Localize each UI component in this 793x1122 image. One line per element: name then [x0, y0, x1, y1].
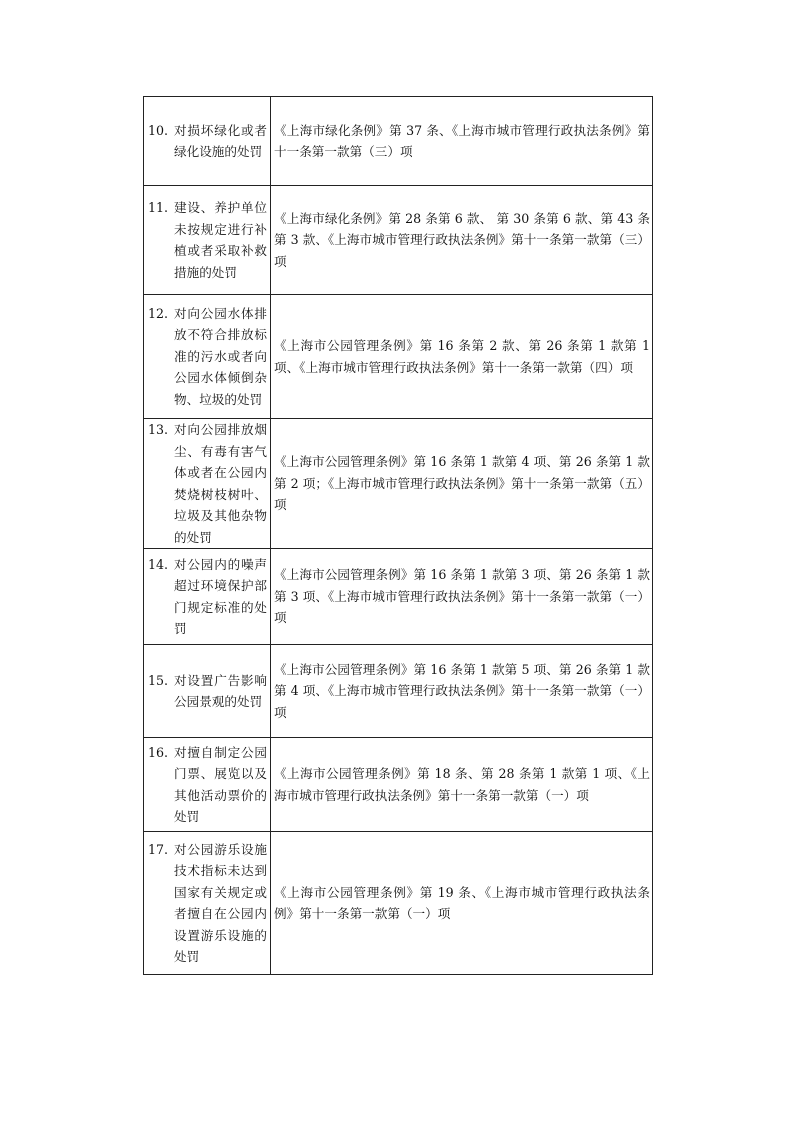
basis-text: 《上海市公园管理条例》第 16 条第 1 款第 3 项、第 26 条第 1 款第 3 项、《上海市城市管理行政执法条例》第十一条第一款第（一）项 — [274, 567, 650, 626]
basis-text: 《上海市绿化条例》第 28 条第 6 款、 第 30 条第 6 款、第 43 条第 3 款、《上海市城市管理行政执法条例》第十一条第一款第（三）项 — [274, 210, 650, 269]
subject-cell — [144, 832, 271, 975]
row-number: 10. — [148, 122, 169, 138]
basis-text: 《上海市公园管理条例》第 18 条、第 28 条第 1 款第 1 项、《上海市城市管理行政执法条例》第十一条第一款第（一）项 — [274, 766, 650, 803]
basis-cell — [271, 295, 653, 419]
subject-cell — [144, 738, 271, 832]
table-row — [144, 738, 653, 832]
subject-cell — [144, 97, 271, 186]
subject-cell — [144, 186, 271, 295]
table-row — [144, 419, 653, 549]
subject-text: 对公园游乐设施技术指标未达到国家有关规定或者擅自在公园内设置游乐设施的处罚 — [174, 841, 267, 964]
basis-text: 《上海市公园管理条例》第 16 条第 1 款第 5 项、第 26 条第 1 款第 4 项、《上海市城市管理行政执法条例》第十一条第一款第（一）项 — [274, 661, 650, 720]
subject-text: 对向公园排放烟尘、有毒有害气体或者在公园内焚烧树枝树叶、垃圾及其他杂物的处罚 — [174, 422, 267, 545]
basis-text: 《上海市公园管理条例》第 16 条第 2 款、第 26 条第 1 款第 1 项、《上海市城市管理行政执法条例》第十一条第一款第（四）项 — [274, 338, 650, 375]
subject-cell — [144, 645, 271, 738]
subject-cell — [144, 295, 271, 419]
table-row — [144, 295, 653, 419]
regulation-table — [143, 96, 653, 975]
row-number: 14. — [148, 556, 169, 572]
basis-cell — [271, 832, 653, 975]
table-row — [144, 186, 653, 295]
basis-cell — [271, 97, 653, 186]
subject-cell — [144, 419, 271, 549]
row-number: 17. — [148, 841, 169, 857]
table-row — [144, 549, 653, 645]
table-row — [144, 97, 653, 186]
basis-cell — [271, 186, 653, 295]
basis-cell — [271, 645, 653, 738]
row-number: 15. — [148, 672, 169, 688]
subject-text: 对擅自制定公园门票、展览以及其他活动票价的处罚 — [174, 744, 267, 824]
basis-text: 《上海市公园管理条例》第 16 条第 1 款第 4 项、第 26 条第 1 款第 2 项；《上海市城市管理行政执法条例》第十一条第一款第（五）项 — [274, 454, 650, 513]
row-number: 12. — [148, 305, 169, 321]
basis-cell — [271, 738, 653, 832]
basis-cell — [271, 419, 653, 549]
subject-text: 对公园内的噪声超过环境保护部门规定标准的处罚 — [174, 556, 267, 636]
table-row — [144, 832, 653, 975]
subject-text: 对设置广告影响公园景观的处罚 — [174, 672, 267, 709]
subject-text: 对损坏绿化或者绿化设施的处罚 — [174, 122, 267, 159]
subject-cell — [144, 549, 271, 645]
basis-text: 《上海市公园管理条例》第 19 条、《上海市城市管理行政执法条例》第十一条第一款第（一）项 — [274, 884, 650, 921]
subject-text: 建设、养护单位未按规定进行补植或者采取补救措施的处罚 — [174, 200, 267, 280]
subject-text: 对向公园水体排放不符合排放标准的污水或者向公园水体倾倒杂物、垃圾的处罚 — [174, 305, 267, 407]
table-row — [144, 645, 653, 738]
row-number: 16. — [148, 744, 169, 760]
basis-text: 《上海市绿化条例》第 37 条、《上海市城市管理行政执法条例》第十一条第一款第（三）项 — [274, 122, 650, 159]
row-number: 13. — [148, 422, 169, 437]
row-number: 11. — [148, 200, 169, 215]
basis-cell — [271, 549, 653, 645]
